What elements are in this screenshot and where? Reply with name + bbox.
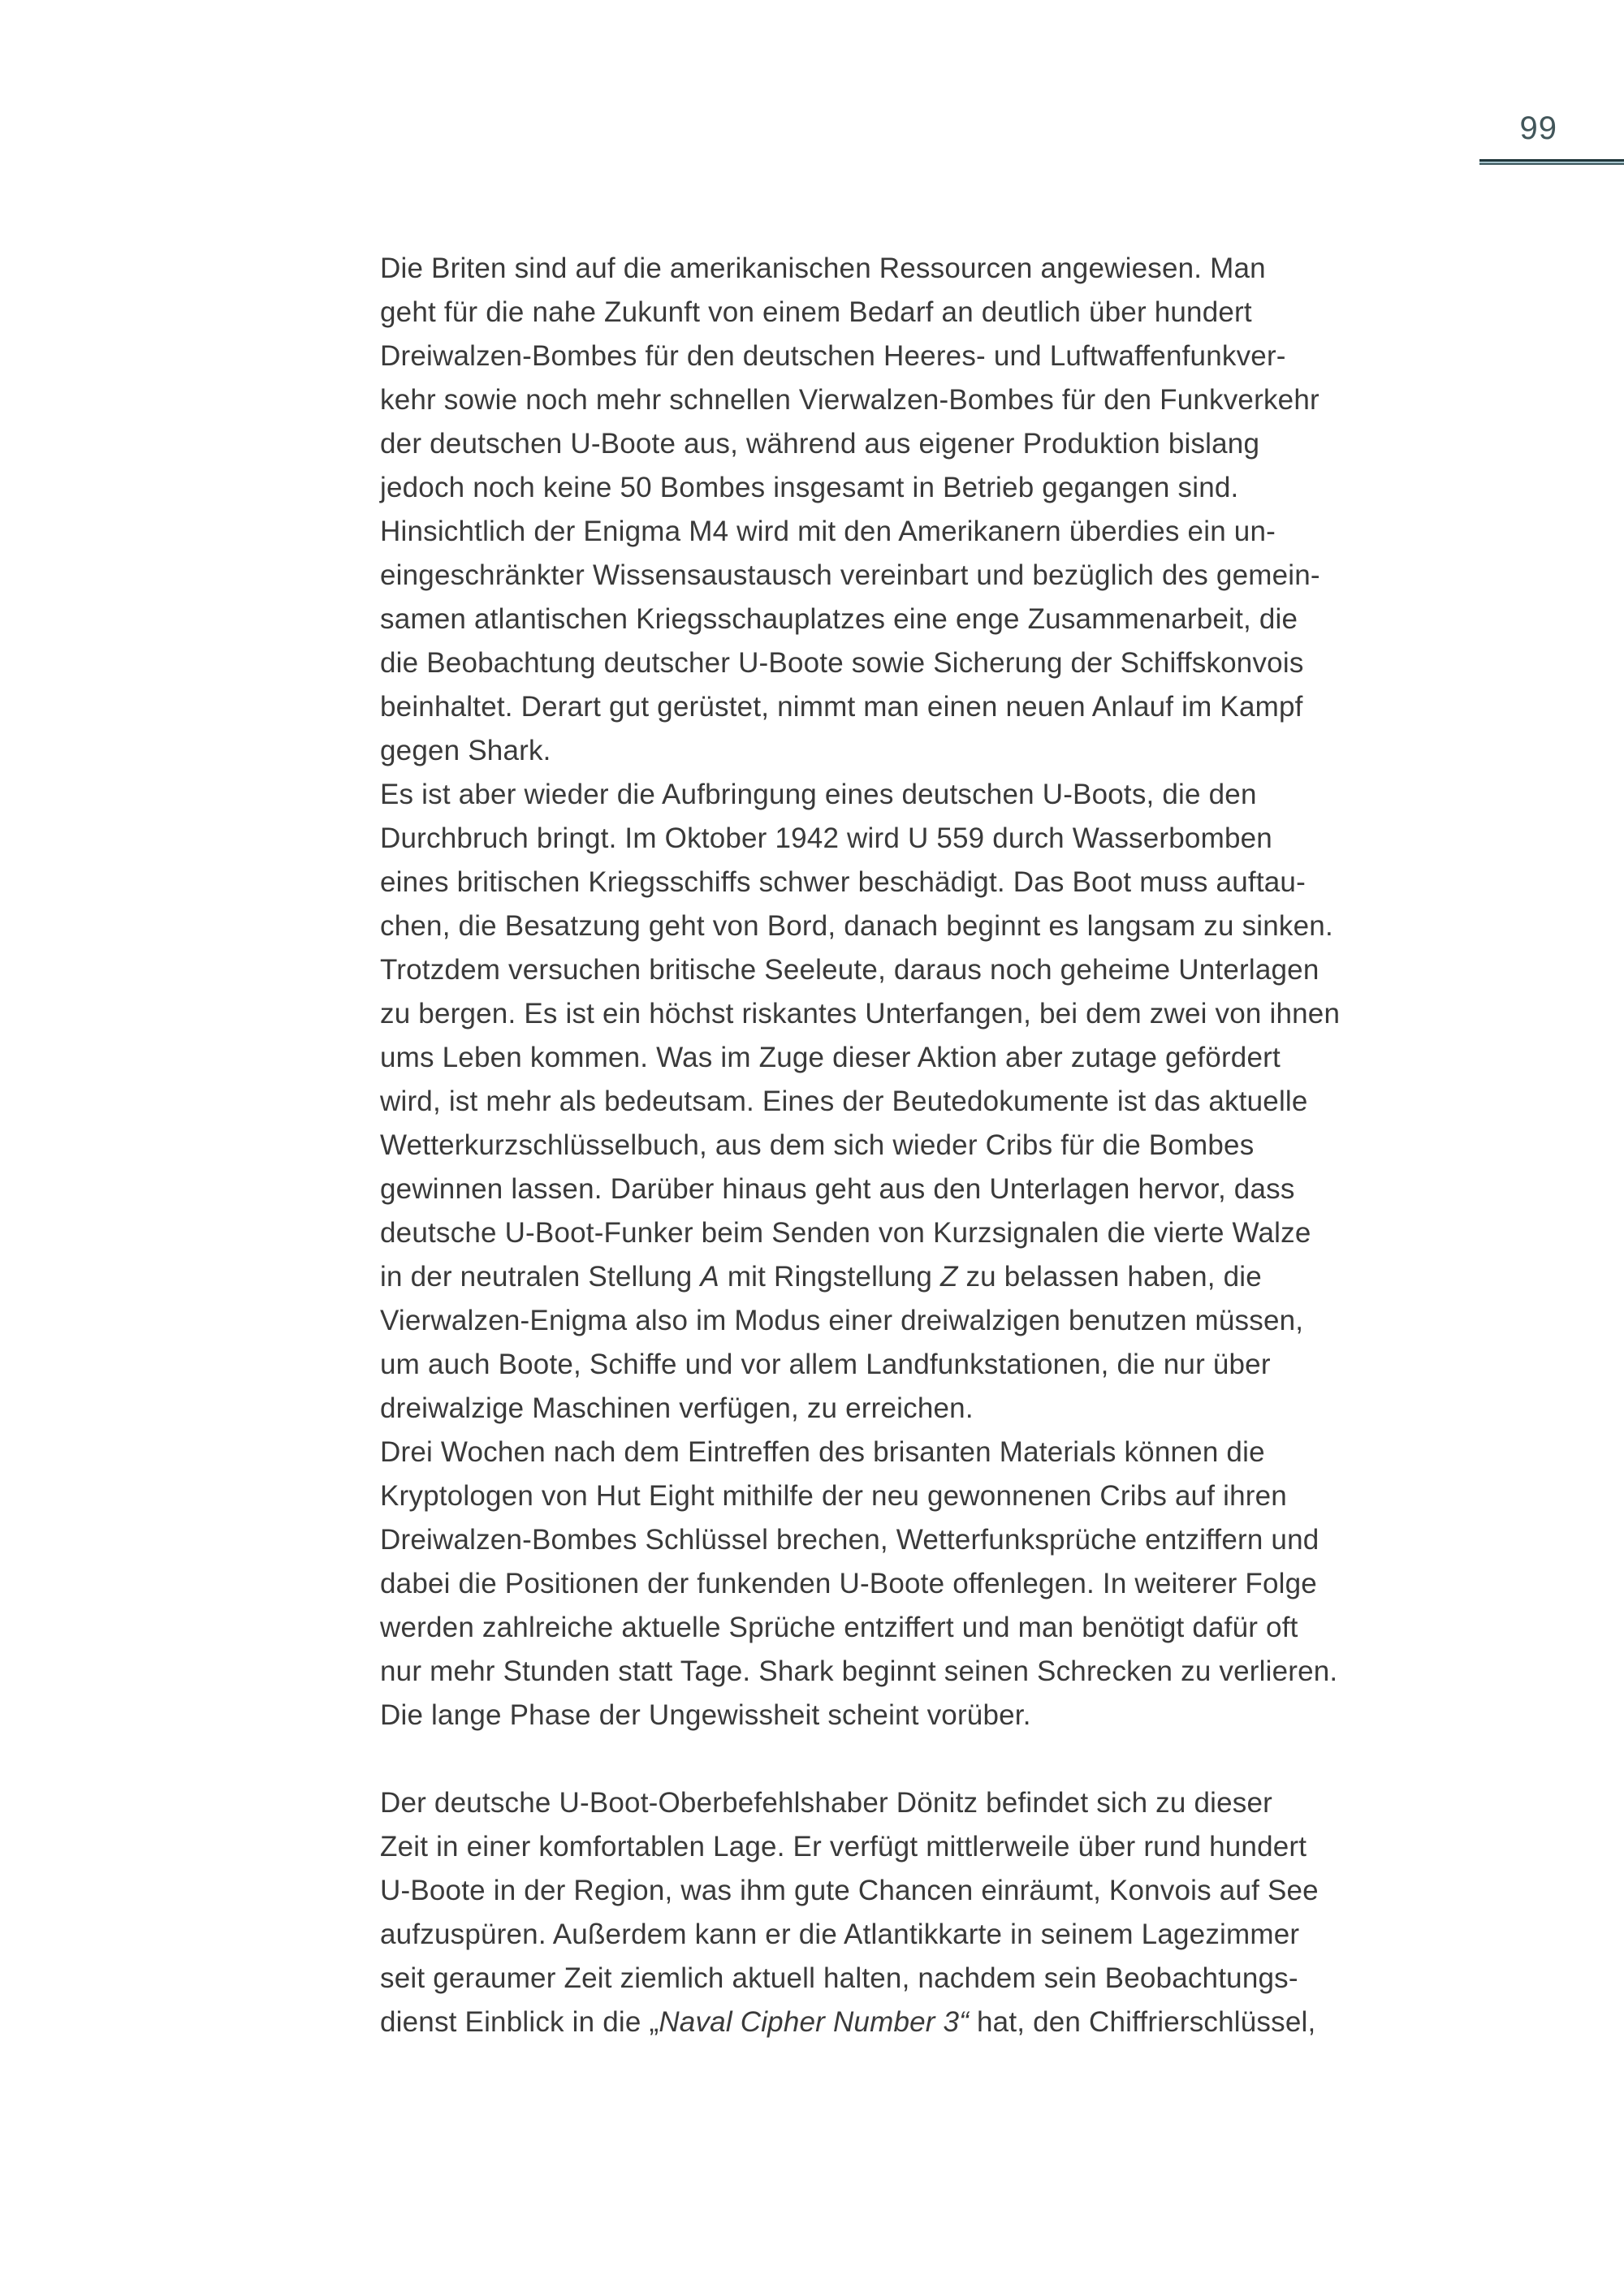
- text-segment: Die lange Phase der Ungewissheit scheint vorüber.: [380, 1699, 1031, 1731]
- text-segment: ums Leben kommen. Was im Zuge dieser Aktion aber zutage gefördert: [380, 1042, 1281, 1073]
- text-segment: gewinnen lassen. Darüber hinaus geht aus den Unterlagen hervor, dass: [380, 1173, 1295, 1205]
- text-segment: der deutschen U-Boote aus, während aus eigener Produktion bislang: [380, 428, 1260, 460]
- text-segment: deutsche U-Boot-Funker beim Senden von Kurzsignalen die vierte Walze: [380, 1217, 1311, 1249]
- text-segment: mit Ringstellung: [719, 1261, 940, 1293]
- text-line: [380, 1825, 1472, 1869]
- text-line: [380, 1781, 1472, 1825]
- text-line: [380, 1518, 1472, 1562]
- text-segment-italic: Z: [939, 1261, 958, 1293]
- text-line: [380, 1606, 1472, 1650]
- text-segment: Vierwalzen-Enigma also im Modus einer dreiwalzigen benutzen müssen,: [380, 1305, 1304, 1336]
- text-line: [380, 948, 1472, 992]
- text-segment: Wetterkurzschlüsselbuch, aus dem sich wieder Cribs für die Bombes: [380, 1129, 1255, 1161]
- text-line: [380, 422, 1472, 466]
- text-line: [380, 1913, 1472, 1957]
- text-segment: dreiwalzige Maschinen verfügen, zu erreichen.: [380, 1392, 974, 1424]
- text-segment: Durchbruch bringt. Im Oktober 1942 wird U 559 durch Wasserbomben: [380, 822, 1272, 854]
- text-line: [380, 641, 1472, 685]
- text-segment: jedoch noch keine 50 Bombes insgesamt in Betrieb gegangen sind.: [380, 472, 1239, 503]
- text-line: [380, 861, 1472, 904]
- text-segment: Es ist aber wieder die Aufbringung eines deutschen U-Boots, die den: [380, 779, 1257, 810]
- text-segment: Zeit in einer komfortablen Lage. Er verfügt mittlerweile über rund hundert: [380, 1831, 1307, 1863]
- text-segment: eines britischen Kriegsschiffs schwer beschädigt. Das Boot muss auftau-: [380, 866, 1306, 898]
- text-line: [380, 1080, 1472, 1124]
- text-segment: kehr sowie noch mehr schnellen Vierwalzen-Bombes für den Funkverkehr: [380, 384, 1320, 416]
- text-line: [380, 1211, 1472, 1255]
- text-line: [380, 335, 1472, 378]
- text-line: [380, 685, 1472, 729]
- text-segment: dienst Einblick in die „: [380, 2006, 659, 2038]
- text-line: [380, 466, 1472, 510]
- text-line: [380, 992, 1472, 1036]
- text-line: [380, 1036, 1472, 1080]
- text-line: [380, 1255, 1472, 1299]
- text-line: [380, 554, 1472, 598]
- text-segment: aufzuspüren. Außerdem kann er die Atlantikkarte in seinem Lagezimmer: [380, 1919, 1300, 1950]
- text-line: [380, 1387, 1472, 1431]
- text-segment-italic: Naval Cipher Number 3“: [659, 2006, 970, 2038]
- text-line: [380, 904, 1472, 948]
- page-number: 99: [1519, 110, 1557, 146]
- text-segment: geht für die nahe Zukunft von einem Bedarf an deutlich über hundert: [380, 296, 1252, 328]
- text-line: [380, 1474, 1472, 1518]
- text-line: [380, 1343, 1472, 1387]
- text-line: [380, 598, 1472, 641]
- text-line: [380, 291, 1472, 335]
- text-segment: seit geraumer Zeit ziemlich aktuell halten, nachdem sein Beobachtungs-: [380, 1962, 1298, 1994]
- text-segment: Dreiwalzen-Bombes Schlüssel brechen, Wetterfunksprüche entziffern und: [380, 1524, 1320, 1556]
- text-line: [380, 1650, 1472, 1694]
- text-line: [380, 1124, 1472, 1168]
- text-line: [380, 1168, 1472, 1211]
- text-line: [380, 378, 1472, 422]
- text-line: [380, 1957, 1472, 2001]
- text-segment: zu bergen. Es ist ein höchst riskantes Unterfangen, bei dem zwei von ihnen: [380, 998, 1341, 1029]
- text-segment: gegen Shark.: [380, 735, 551, 766]
- text-segment: hat, den Chiffrierschlüssel,: [969, 2006, 1316, 2038]
- text-line: [380, 1299, 1472, 1343]
- text-segment: werden zahlreiche aktuelle Sprüche entziffert und man benötigt dafür oft: [380, 1612, 1298, 1643]
- text-segment: chen, die Besatzung geht von Bord, danach beginnt es langsam zu sinken.: [380, 910, 1333, 942]
- text-segment: eingeschränkter Wissensaustausch vereinbart und bezüglich des gemein-: [380, 559, 1320, 591]
- text-segment: wird, ist mehr als bedeutsam. Eines der Beutedokumente ist das aktuelle: [380, 1086, 1308, 1117]
- text-segment: Drei Wochen nach dem Eintreffen des brisanten Materials können die: [380, 1436, 1265, 1468]
- text-segment: beinhaltet. Derart gut gerüstet, nimmt man einen neuen Anlauf im Kampf: [380, 691, 1303, 723]
- body-text: [380, 247, 1472, 2044]
- text-segment: samen atlantischen Kriegsschauplatzes eine enge Zusammenarbeit, die: [380, 603, 1298, 635]
- paragraph-1: [380, 247, 1472, 1737]
- text-segment: zu belassen haben, die: [957, 1261, 1262, 1293]
- text-line: [380, 510, 1472, 554]
- text-segment: Die Briten sind auf die amerikanischen Ressourcen angewiesen. Man: [380, 253, 1266, 284]
- text-segment: Kryptologen von Hut Eight mithilfe der neu gewonnenen Cribs auf ihren: [380, 1480, 1287, 1512]
- text-line: [380, 1431, 1472, 1474]
- text-line: [380, 247, 1472, 291]
- text-segment: Dreiwalzen-Bombes für den deutschen Heeres- und Luftwaffenfunkver-: [380, 340, 1286, 372]
- text-segment: Hinsichtlich der Enigma M4 wird mit den Amerikanern überdies ein un-: [380, 516, 1276, 547]
- text-segment-italic: A: [700, 1261, 719, 1293]
- text-line: [380, 773, 1472, 817]
- text-line: [380, 1694, 1472, 1737]
- text-segment: Trotzdem versuchen britische Seeleute, daraus noch geheime Unterlagen: [380, 954, 1320, 986]
- text-segment: U-Boote in der Region, was ihm gute Chancen einräumt, Konvois auf See: [380, 1875, 1319, 1906]
- text-line: [380, 2001, 1472, 2044]
- text-line: [380, 1562, 1472, 1606]
- text-segment: dabei die Positionen der funkenden U-Boote offenlegen. In weiterer Folge: [380, 1568, 1317, 1599]
- header-rule-bottom-line: [1479, 163, 1624, 165]
- text-line: [380, 817, 1472, 861]
- text-line: [380, 729, 1472, 773]
- text-line: [380, 1869, 1472, 1913]
- text-segment: Der deutsche U-Boot-Oberbefehlshaber Dönitz befindet sich zu dieser: [380, 1787, 1272, 1819]
- header-rule: [1479, 159, 1624, 165]
- paragraph-2: [380, 1781, 1472, 2044]
- text-segment: die Beobachtung deutscher U-Boote sowie Sicherung der Schiffskonvois: [380, 647, 1304, 679]
- text-segment: in der neutralen Stellung: [380, 1261, 701, 1293]
- text-segment: nur mehr Stunden statt Tage. Shark beginnt seinen Schrecken zu verlieren.: [380, 1655, 1338, 1687]
- text-segment: um auch Boote, Schiffe und vor allem Landfunkstationen, die nur über: [380, 1349, 1271, 1380]
